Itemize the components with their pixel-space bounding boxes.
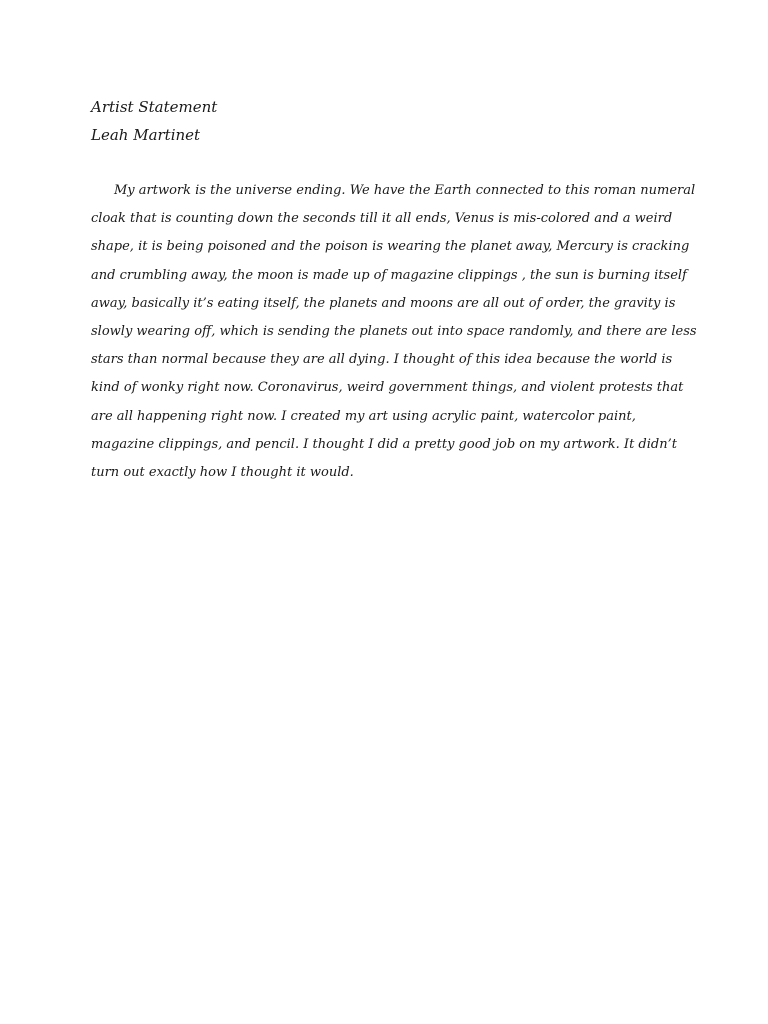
- document-header: [91, 93, 217, 149]
- paragraph-line: away, basically it’s eating itself, the planets and moons are all out of order, the gravity is: [91, 295, 676, 311]
- paragraph-line: kind of wonky right now. Coronavirus, weird government things, and violent protests that: [91, 380, 684, 396]
- statement-paragraph: [91, 177, 697, 487]
- paragraph-line: shape, it is being poisoned and the poison is wearing the planet away, Mercury is cracking: [91, 239, 690, 255]
- paragraph-line: My artwork is the universe ending. We have the Earth connected to this roman numeral: [114, 183, 696, 198]
- paragraph-line: cloak that is counting down the seconds till it all ends, Venus is mis-colored and a weird: [91, 211, 673, 227]
- paragraph-line: and crumbling away, the moon is made up of magazine clippings , the sun is burning itself: [91, 267, 687, 283]
- paragraph-line: are all happening right now. I created my art using acrylic paint, watercolor paint,: [91, 408, 636, 424]
- author-name: Leah Martinet: [91, 126, 201, 144]
- paragraph-line: turn out exactly how I thought it would.: [91, 465, 354, 481]
- paragraph-line: magazine clippings, and pencil. I thought I did a pretty good job on my artwork. It didn’t: [91, 436, 677, 452]
- document-title: Artist Statement: [91, 98, 218, 116]
- paragraph-line: slowly wearing off, which is sending the planets out into space randomly, and there are less: [91, 324, 697, 340]
- paragraph-line: stars than normal because they are all dying. I thought of this idea because the world is: [91, 352, 673, 368]
